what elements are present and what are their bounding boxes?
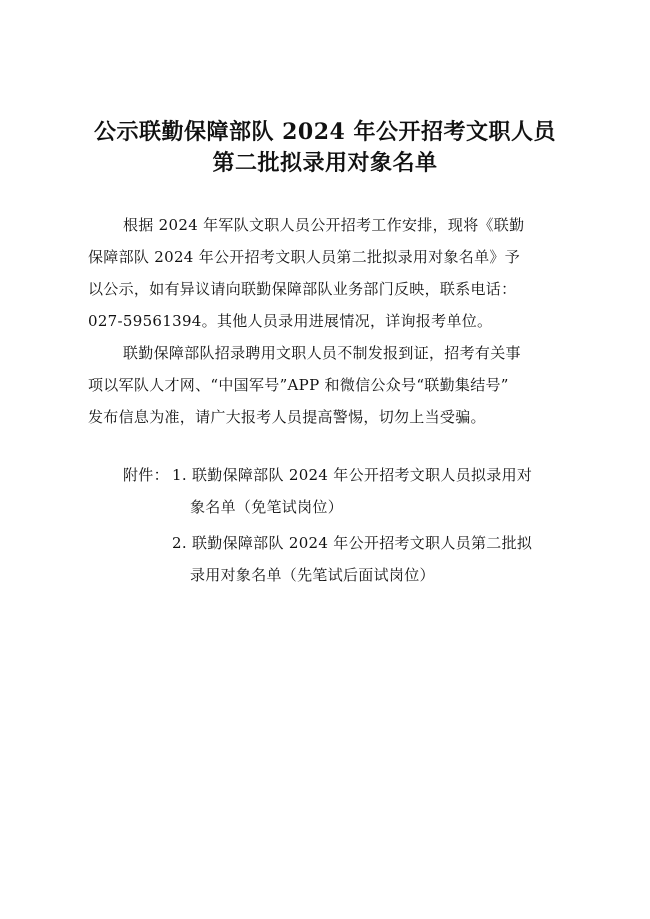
attachment-2-line-2: 录用对象名单（先笔试后面试岗位） <box>190 566 435 584</box>
attachment-1-line-2: 象名单（免笔试岗位） <box>190 498 344 516</box>
paragraph-1-line-1: 根据 2024 年军队文职人员公开招考工作安排，现将《联勤 <box>123 216 525 234</box>
attachments-label: 附件： <box>123 466 169 484</box>
paragraph-2-line-3: 发布信息为准，请广大报考人员提高警惕，切勿上当受骗。 <box>88 408 486 426</box>
paragraph-2-line-1: 联勤保障部队招录聘用文职人员不制发报到证，招考有关事 <box>123 344 521 362</box>
paragraph-1-line-2: 保障部队 2024 年公开招考文职人员第二批拟录用对象名单》予 <box>88 248 521 266</box>
document-title-line-1: 公示联勤保障部队 2024 年公开招考文职人员 <box>93 119 557 145</box>
attachment-2-line-1: 2. 联勤保障部队 2024 年公开招考文职人员第二批拟 <box>172 534 533 552</box>
paragraph-1-line-4: 027-59561394。其他人员录用进展情况，详询报考单位。 <box>88 312 493 330</box>
paragraph-1-line-3: 以公示，如有异议请向联勤保障部队业务部门反映，联系电话： <box>88 280 517 298</box>
attachment-1-line-1: 1. 联勤保障部队 2024 年公开招考文职人员拟录用对 <box>172 466 533 484</box>
document-title-line-2: 第二批拟录用对象名单 <box>212 150 438 176</box>
paragraph-2-line-2: 项以军队人才网、“中国军号”APP 和微信公众号“联勤集结号” <box>88 376 509 394</box>
